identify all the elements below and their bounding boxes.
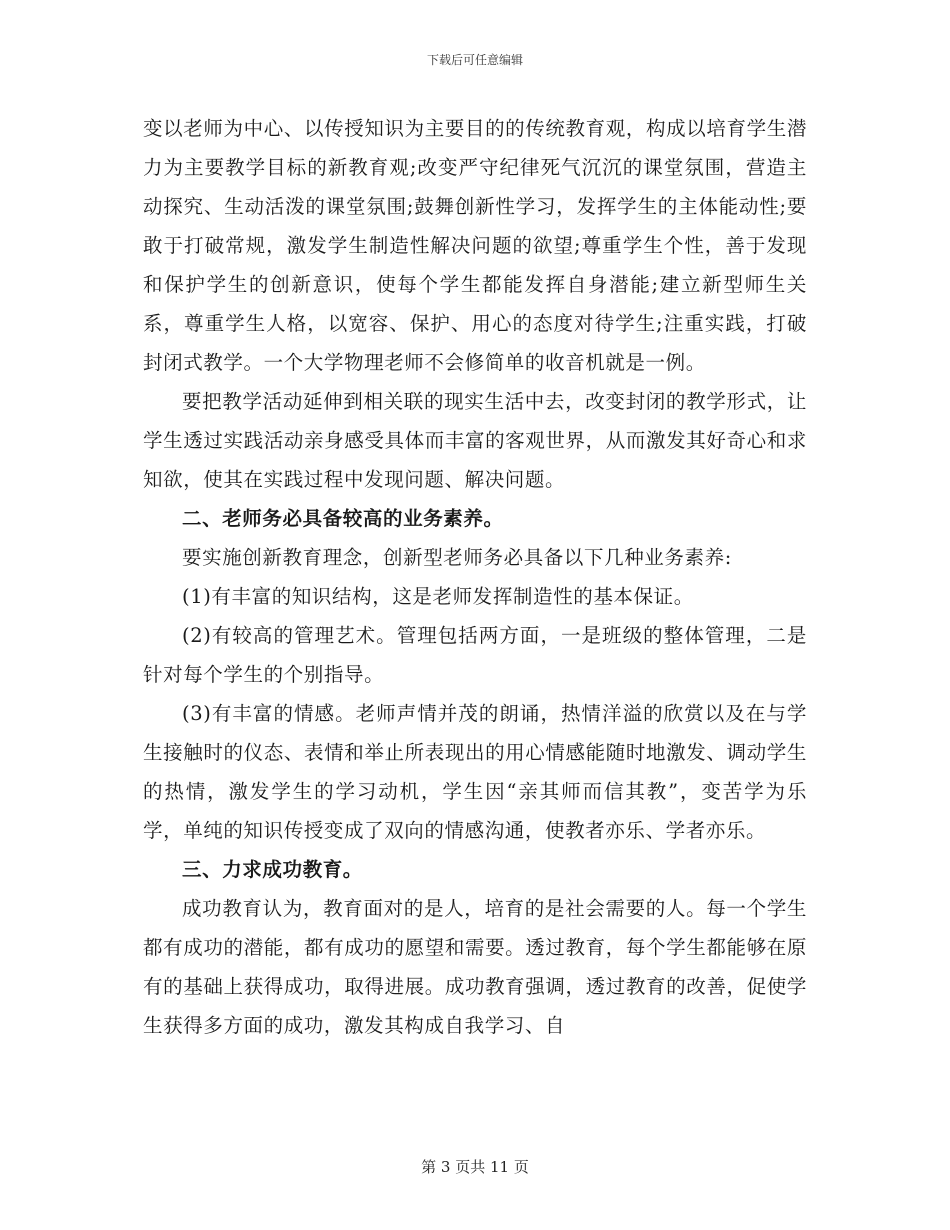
page-number: 第 3 页共 11 页 [421, 1158, 529, 1176]
list-item-3: (3)有丰富的情感。老师声情并茂的朗诵，热情洋溢的欣赏以及在与学生接触时的仪态、表情和举止所表现出的用心情感能随时地激发、调动学生的热情，激发学生的学习动机，学生因“亲其师而信其教”，变苦学为乐学，单纯的知识传授变成了双向的情感沟通，使教者亦乐、学者亦乐。 [143, 702, 807, 842]
paragraph-continuation: 变以老师为中心、以传授知识为主要目的的传统教育观，构成以培育学生潜力为主要教学目标的新教育观;改变严守纪律死气沉沉的课堂氛围，营造主动探究、生动活泼的课堂氛围;鼓舞创新性学习，发挥学生的主体能动性;要敢于打破常规，激发学生制造性解决问题的欲望;尊重学生个性，善于发现和保护学生的创新意识，使每个学生都能发挥自身潜能;建立新型师生关系，尊重学生人格，以宽容、保护、用心的态度对待学生;注重实践，打破封闭式教学。一个大学物理老师不会修简单的收音机就是一例。 [143, 117, 807, 374]
paragraph-practice: 要把教学活动延伸到相关联的现实生活中去，改变封闭的教学形式，让学生透过实践活动亲身感受具体而丰富的客观世界，从而激发其好奇心和求知欲，使其在实践过程中发现问题、解决问题。 [143, 390, 807, 491]
list-item-1: (1)有丰富的知识结构，这是老师发挥制造性的基本保证。 [182, 585, 694, 608]
section-heading-3: 三、力求成功教育。 [182, 858, 363, 881]
list-item-2: (2)有较高的管理艺术。管理包括两方面，一是班级的整体管理，二是针对每个学生的个别指导。 [143, 624, 807, 686]
page-header [0, 52, 950, 68]
section-heading-2: 二、老师务必具备较高的业务素养。 [182, 507, 504, 530]
paragraph-qualities-intro: 要实施创新教育理念，创新型老师务必具备以下几种业务素养: [182, 546, 732, 569]
paragraph-success-education: 成功教育认为，教育面对的是人，培育的是社会需要的人。每一个学生都有成功的潜能，都有成功的愿望和需要。透过教育，每个学生都能够在原有的基础上获得成功，取得进展。成功教育强调，透过教育的改善，促使学生获得多方面的成功，激发其构成自我学习、自 [143, 897, 807, 1037]
page-footer [0, 1157, 950, 1177]
header-text: 下载后可任意编辑 [426, 53, 523, 67]
document-body [143, 109, 807, 1045]
